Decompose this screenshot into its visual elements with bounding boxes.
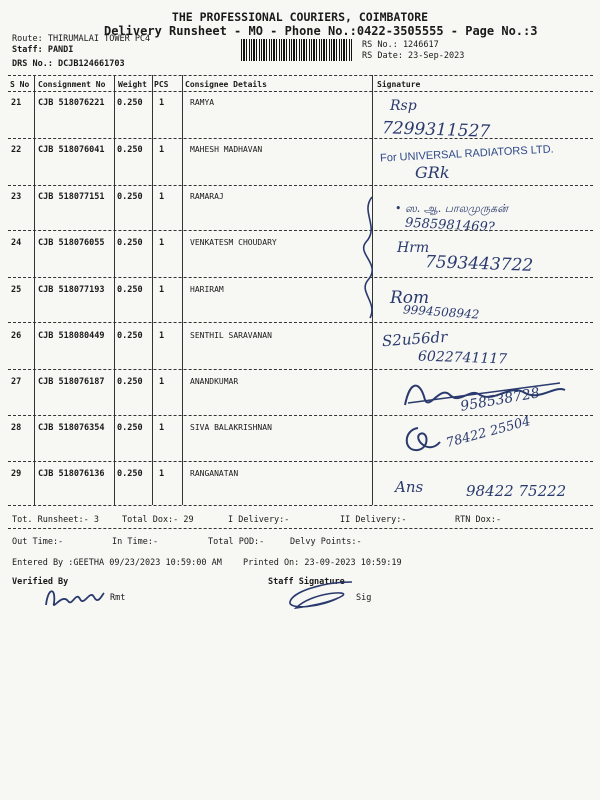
drs-number: DRS No.: DCJB124661703 [12,59,125,69]
barcode-icon [241,39,353,61]
table-top-rule [8,75,593,76]
col-sep-4 [182,75,183,505]
rs-date: RS Date: 23-Sep-2023 [362,51,465,61]
row-weight: 0.250 [117,377,143,387]
row-name: MAHESH MADHAVAN [190,145,263,154]
printed-on: Printed On: 23-09-2023 10:59:19 [243,558,402,568]
in-time: In Time:- [112,537,159,547]
staff-signature [282,578,354,614]
r25-signature: Rom [390,288,430,308]
row-sno: 23 [11,192,22,202]
row-rule [8,138,593,139]
col-sep-3 [152,75,153,505]
verified-by-label: Verified By [12,577,69,587]
row-pcs: 1 [159,98,165,108]
col-consignment: Consignment No [38,80,106,89]
header-bottom-rule [8,91,593,92]
verified-signature [42,583,106,611]
row-weight: 0.250 [117,192,143,202]
row-consignment: CJB 518077151 [38,192,105,202]
row-sno: 26 [11,331,22,341]
row-consignment: CJB 518076041 [38,145,105,155]
row-rule [8,369,593,370]
col-signature: Signature [377,80,421,89]
row-rule [8,461,593,462]
total-pod: Total POD:- [208,537,265,547]
ii-delivery: II Delivery:- [340,515,407,525]
row-consignment: CJB 518077193 [38,285,105,295]
r23-note: • ஸ. ஆ. பாலமுருகன் [395,202,508,215]
row-sno: 27 [11,377,22,387]
row-rule [8,185,593,186]
table-bottom-rule [8,505,593,506]
row-consignment: CJB 518076136 [38,469,105,479]
r22-signature: GRk [415,163,450,182]
row-consignment: CJB 518076221 [38,98,105,108]
company-title: THE PROFESSIONAL COURIERS, COIMBATORE [171,10,429,24]
r29-signature: Ans [395,478,424,496]
staff-signature-text: Sig [356,593,372,603]
row-weight: 0.250 [117,469,143,479]
row-pcs: 1 [159,145,165,155]
bracket-scribble-icon [358,192,386,327]
verified-signature-text: Rmt [110,593,126,603]
row-consignment: CJB 518080449 [38,331,105,341]
row-pcs: 1 [159,238,165,248]
row-weight: 0.250 [117,145,143,155]
staff-signature-label: Staff Signature [268,577,345,587]
row-pcs: 1 [159,285,165,295]
row-name: ANANDKUMAR [190,377,239,386]
col-details: Consignee Details [185,80,267,89]
row-name: HARIRAM [190,285,224,294]
r23-phone: 9585981469? [404,215,496,236]
i-delivery: I Delivery:- [228,515,290,525]
row-pcs: 1 [159,331,165,341]
runsheet-subtitle: Delivery Runsheet - MO - Phone No.:0422-3505555 - Page No.:3 [104,24,538,38]
footer-rule [8,528,593,529]
row-weight: 0.250 [117,285,143,295]
row-sno: 28 [11,423,22,433]
row-name: RAMYA [190,98,215,107]
row-name: RAMARAJ [190,192,224,201]
out-time: Out Time:- [12,537,64,547]
col-pcs: PCS [154,80,169,89]
row-pcs: 1 [159,377,165,387]
r28-phone: 78422 25504 [444,414,533,451]
row-name: SIVA BALAKRISHNAN [190,423,272,432]
row-pcs: 1 [159,423,165,433]
row-rule [8,415,593,416]
r21-phone: 7299311527 [381,118,491,142]
r25-phone: 9994508942 [402,302,480,322]
row-sno: 22 [11,145,22,155]
col-sep-2 [114,75,115,505]
col-sno: S No [10,80,30,89]
r24-phone: 7593443722 [424,252,534,276]
entered-by: Entered By :GEETHA 09/23/2023 10:59:00 AM [12,558,222,568]
row-rule [8,230,593,231]
row-sno: 24 [11,238,22,248]
route-label: Route: THIRUMALAI TOWER PC4 [12,34,151,44]
rs-number: RS No.: 1246617 [362,40,439,50]
total-dox: Total Dox:- 29 [122,515,194,525]
row-rule [8,322,593,323]
row-consignment: CJB 518076055 [38,238,105,248]
r29-phone: 98422 75222 [466,482,567,500]
row-weight: 0.250 [117,423,143,433]
r21-signature: Rsp [390,98,417,114]
row-rule [8,277,593,278]
r22-company-stamp: For UNIVERSAL RADIATORS LTD. [379,143,554,165]
r26-notes: S2u56dr [381,327,448,351]
delvy-points: Delvy Points:- [290,537,362,547]
r26-phone: 6022741117 [417,348,508,368]
tot-runsheet: Tot. Runsheet:- 3 [12,515,99,525]
row-name: VENKATESM CHOUDARY [190,238,277,247]
row-weight: 0.250 [117,331,143,341]
r24-signature: Hrm [397,240,430,256]
r27-phone: 958538728 [459,385,541,415]
r28-signature-scribble [398,420,443,460]
row-consignment: CJB 518076354 [38,423,105,433]
col-sep-1 [34,75,35,505]
row-pcs: 1 [159,469,165,479]
row-sno: 25 [11,285,22,295]
row-name: RANGANATAN [190,469,239,478]
row-sno: 29 [11,469,22,479]
row-consignment: CJB 518076187 [38,377,105,387]
row-name: SENTHIL SARAVANAN [190,331,272,340]
rtn-dox: RTN Dox:- [455,515,502,525]
staff-label: Staff: PANDI [12,45,74,55]
col-weight: Weight [118,80,147,89]
row-weight: 0.250 [117,98,143,108]
row-pcs: 1 [159,192,165,202]
row-sno: 21 [11,98,22,108]
row-weight: 0.250 [117,238,143,248]
